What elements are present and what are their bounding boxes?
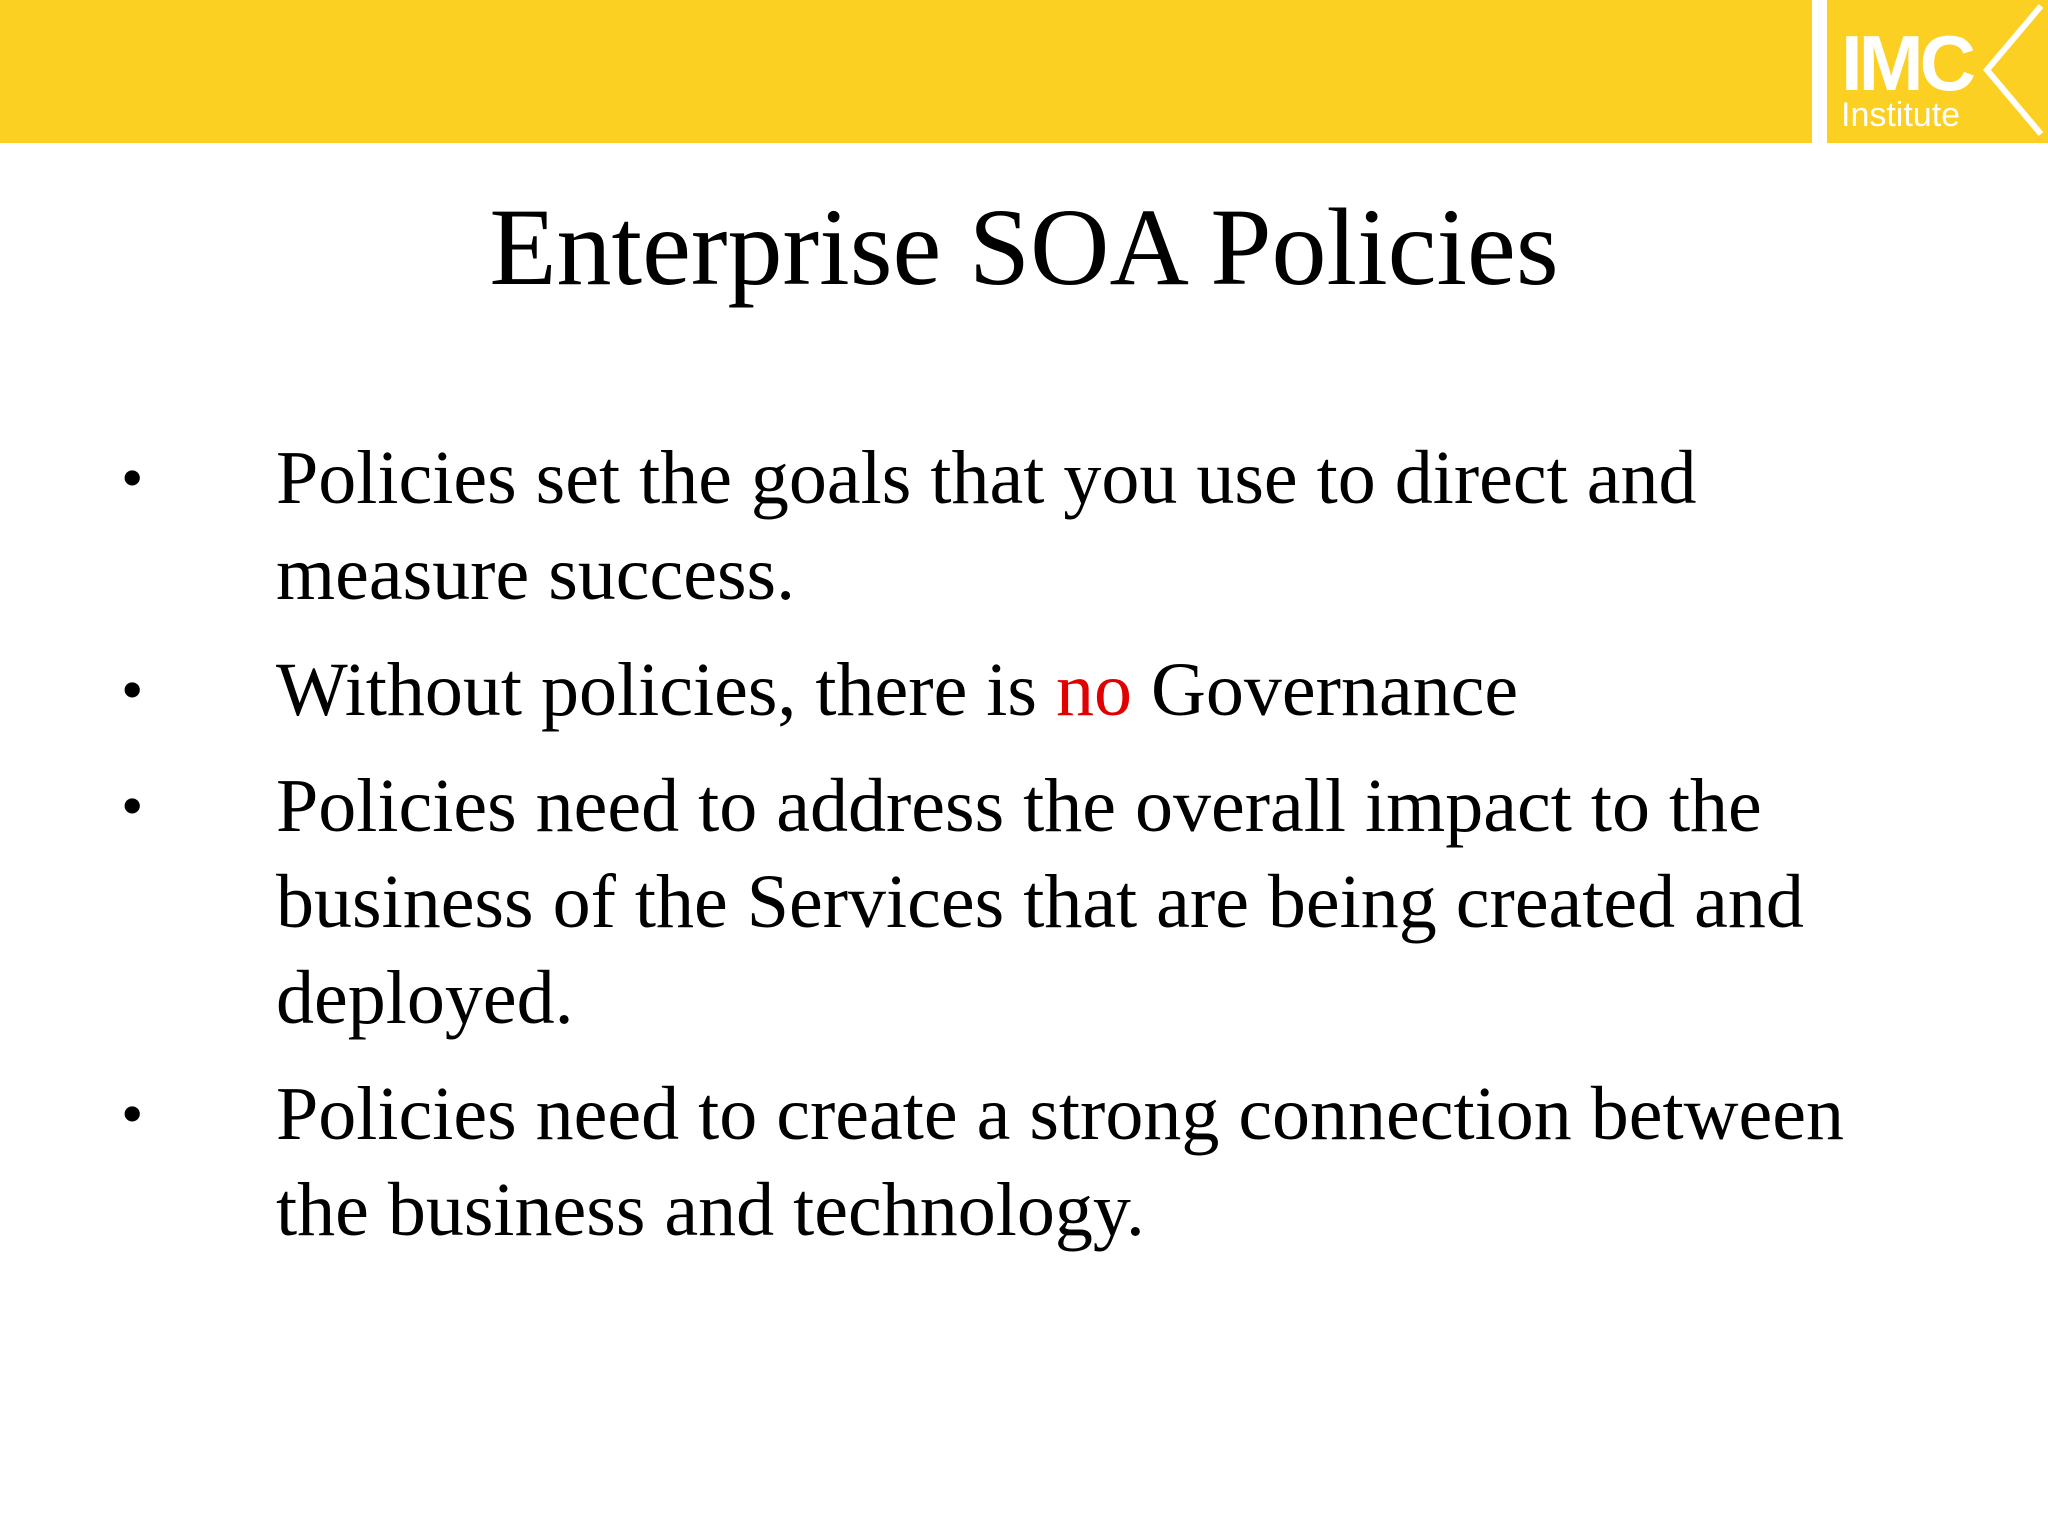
bullet-text — [276, 1066, 1976, 1258]
logo-text-institute: Institute — [1841, 96, 1961, 134]
bullet-line: Policies need to address the overall impact to the — [276, 764, 1762, 848]
bullet-line: business of the Services that are being created and — [276, 860, 1804, 944]
bullet-text — [276, 758, 1976, 1046]
bullet-text — [276, 642, 1976, 738]
bullet-text — [276, 430, 1976, 622]
bullet-icon: • — [121, 770, 144, 841]
imc-institute-logo — [1827, 0, 2048, 143]
bullet-icon: • — [121, 654, 144, 725]
header-bar — [0, 0, 1812, 143]
bullet-icon: • — [121, 442, 144, 513]
bullet-line: Policies set the goals that you use to direct and — [276, 436, 1697, 520]
bullet-text-part: Governance — [1132, 648, 1519, 732]
bullet-icon: • — [121, 1078, 144, 1149]
bullet-line: measure success. — [276, 532, 796, 616]
bullet-line: the business and technology. — [276, 1168, 1145, 1252]
bullet-line: deployed. — [276, 956, 574, 1040]
slide-title: Enterprise SOA Policies — [489, 186, 1559, 308]
bullet-line: Policies need to create a strong connection between — [276, 1072, 1844, 1156]
bullet-text-part: Without policies, there is — [276, 648, 1057, 732]
emphasis-word: no — [1056, 648, 1133, 732]
logo-text-imc: IMC — [1841, 19, 1972, 107]
